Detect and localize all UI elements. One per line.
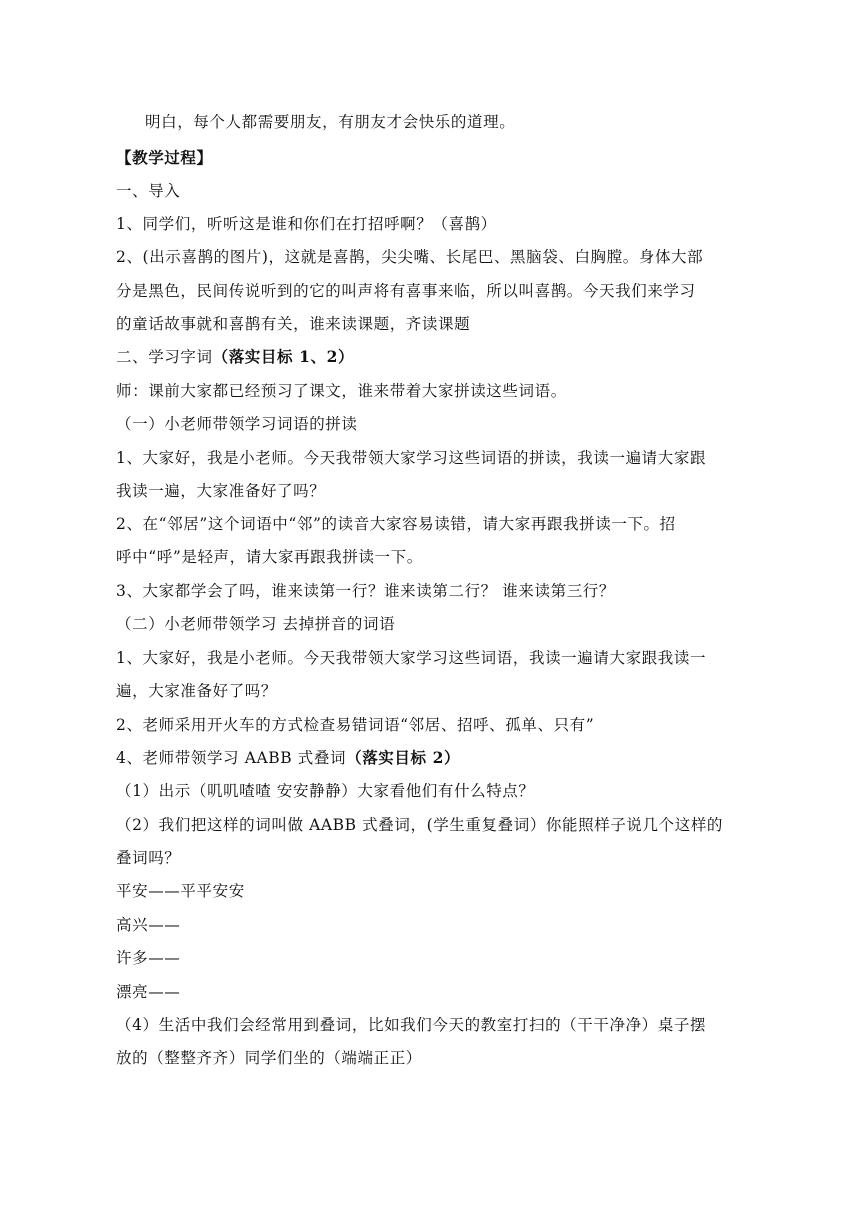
text-line: 师：课前大家都已经预习了课文，谁来带着大家拼读这些词语。 <box>116 382 567 400</box>
text-line: 许多—— <box>116 949 181 967</box>
text-line: 2、(出示喜鹊的图片)，这就是喜鹊，尖尖嘴、长尾巴、黑脑袋、白胸膛。身体大部 <box>116 248 704 266</box>
text-line: 2、老师采用开火车的方式检查易错词语“邻居、招呼、孤单、只有” <box>116 716 595 734</box>
text-line: 明白，每个人都需要朋友，有朋友才会快乐的道理。 <box>145 113 516 131</box>
text-line <box>116 347 756 367</box>
text-line <box>116 748 756 768</box>
text-line: 1、同学们，听听这是谁和你们在打招呼啊？（喜鹊） <box>116 215 497 233</box>
text-line: （二）小老师带领学习 去掉拼音的词语 <box>116 615 396 633</box>
text-line: 2、在“邻居”这个词语中“邻”的读音大家容易读错，请大家再跟我拼读一下。招 <box>116 515 676 533</box>
text-line: （2）我们把这样的词叫做 AABB 式叠词，(学生重复叠词）你能照样子说几个这样的 <box>116 816 724 834</box>
text-line: 漂亮—— <box>116 983 181 1001</box>
text-line: 的童话故事就和喜鹊有关，谁来读课题，齐读课题 <box>116 315 471 333</box>
text-line: 遍，大家准备好了吗？ <box>116 682 278 700</box>
text-line: 高兴—— <box>116 916 181 934</box>
text-line: 一、导入 <box>116 182 181 200</box>
text-line: 叠词吗？ <box>116 849 181 867</box>
text-line: 1、大家好，我是小老师。今天我带领大家学习这些词语的拼读，我读一遍请大家跟 <box>116 449 707 467</box>
bold-goal: （落实目标 1、2） <box>212 347 355 366</box>
text-line: 我读一遍，大家准备好了吗？ <box>116 482 326 500</box>
text-line: 平安——平平安安 <box>116 882 245 900</box>
text-line: （1）出示（叽叽喳喳 安安静静）大家看他们有什么特点？ <box>116 782 535 800</box>
text-line: 3、大家都学会了吗，谁来读第一行？谁来读第二行？ 谁来读第三行？ <box>116 582 615 600</box>
text-span: 4、老师带领学习 AABB 式叠词 <box>116 749 347 767</box>
text-line: （4）生活中我们会经常用到叠词，比如我们今天的教室打扫的（干干净净）桌子摆 <box>116 1016 707 1034</box>
text-line: （一）小老师带领学习词语的拼读 <box>116 415 358 433</box>
text-line: 呼中“呼”是轻声，请大家再跟我拼读一下。 <box>116 548 423 566</box>
text-line: 1、大家好，我是小老师。今天我带领大家学习这些词语，我读一遍请大家跟我读一 <box>116 649 707 667</box>
bold-goal: （落实目标 2） <box>346 748 461 767</box>
text-span: 二、学习字词 <box>116 348 213 366</box>
section-heading: 【教学过程】 <box>116 148 213 167</box>
text-line: 分是黑色，民间传说听到的它的叫声将有喜事来临，所以叫喜鹊。今天我们来学习 <box>116 282 696 300</box>
text-line: 放的（整整齐齐）同学们坐的（端端正正） <box>116 1049 422 1067</box>
